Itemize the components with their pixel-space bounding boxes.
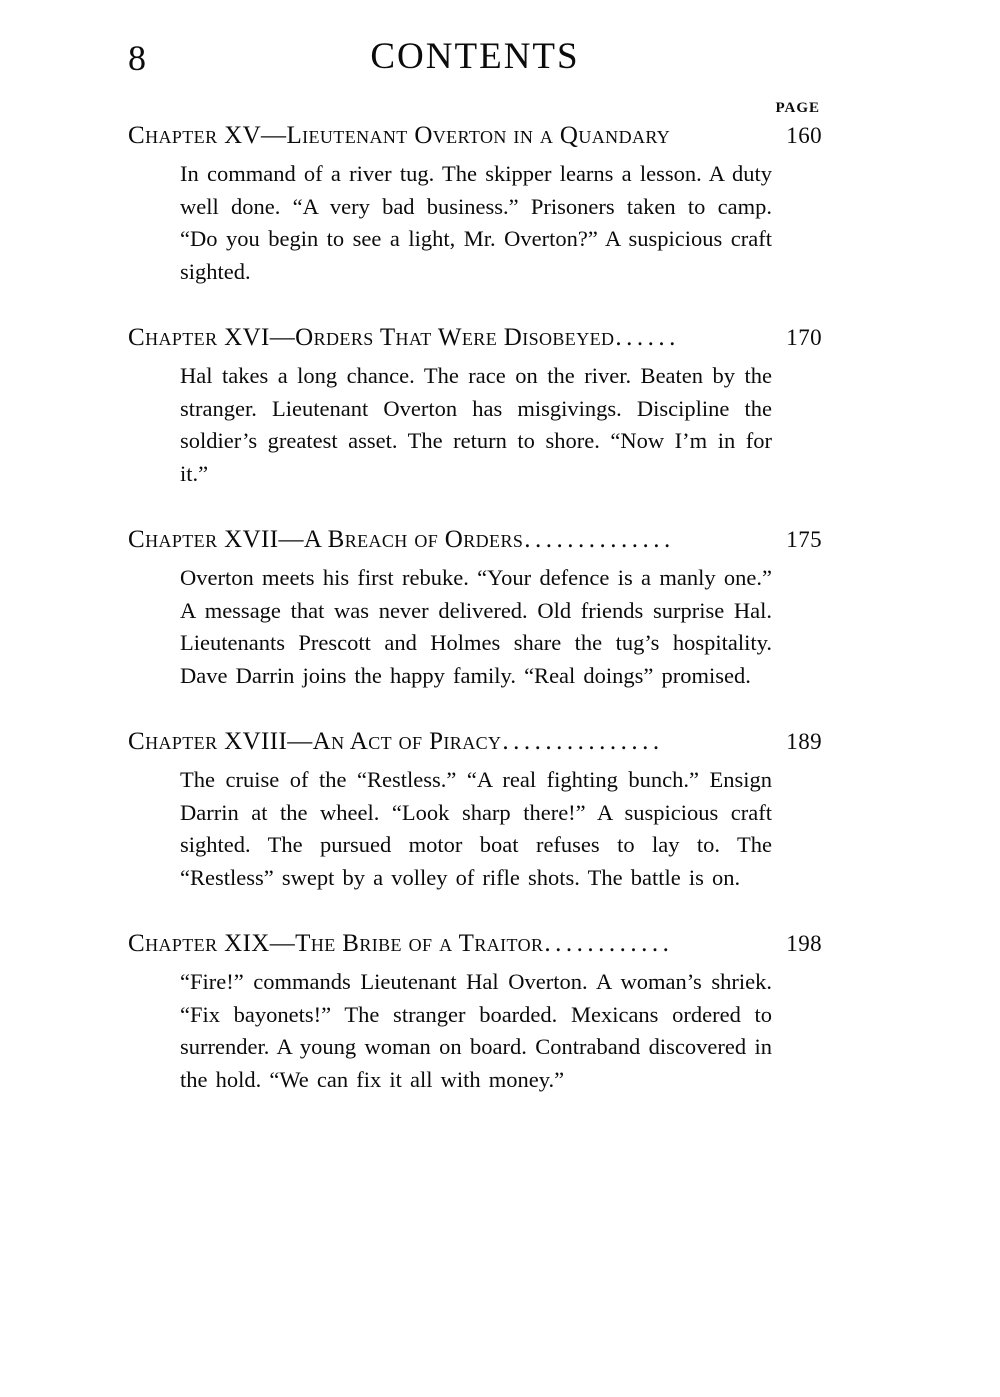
chapter-synopsis: “Fire!” commands Lieutenant Hal Overton. A woman’s shriek. “Fix bayonets!” The stranger boarded. Mexicans ordered to surrender. A young woman on board. Contraband discovered in the hold. “We can fix it all with money.” (180, 969, 772, 1092)
page-column-label: PAGE (775, 100, 820, 116)
folio-number: 8 (128, 38, 146, 78)
chapter-heading (128, 323, 822, 353)
leader-dots: ............... (502, 728, 664, 755)
page-title: CONTENTS (370, 36, 580, 77)
chapter-heading (128, 929, 822, 959)
toc-entry-chapter-16 (128, 323, 822, 490)
contents-page (128, 38, 822, 1096)
toc-entry-chapter-18 (128, 727, 822, 894)
toc-entry-chapter-19 (128, 929, 822, 1096)
page-header (128, 38, 822, 84)
chapter-heading (128, 727, 822, 757)
chapter-synopsis: Overton meets his first rebuke. “Your defence is a manly one.” A message that was never delivered. Old friends surprise Hal. Lieutenants Prescott and Holmes share the tug’s hospitality. Dave Darrin joins the happy family. “Real doings” promised. (180, 565, 772, 688)
chapter-title: Chapter XIX—The Bribe of a Traitor (128, 930, 544, 957)
leader-dots: ...... (615, 324, 680, 351)
chapter-page-number: 160 (786, 123, 822, 148)
toc-entry-chapter-15 (128, 121, 822, 288)
chapter-page-number: 175 (786, 527, 822, 552)
leader-dots: .............. (524, 526, 675, 553)
chapter-page-number: 198 (786, 931, 822, 956)
leader-dots: ............ (544, 930, 674, 957)
chapter-title: Chapter XVII—A Breach of Orders (128, 526, 524, 553)
chapter-synopsis: The cruise of the “Restless.” “A real fighting bunch.” Ensign Darrin at the wheel. “Look sharp there!” A suspicious craft sighted. The pursued motor boat refuses to lay to. The “Restless” swept by a volley of rifle shots. The battle is on. (180, 767, 772, 890)
chapter-title: Chapter XVIII—An Act of Piracy (128, 728, 502, 755)
chapter-heading (128, 121, 822, 151)
chapter-page-number: 189 (786, 729, 822, 754)
chapter-heading (128, 525, 822, 555)
chapter-page-number: 170 (786, 325, 822, 350)
chapter-title: Chapter XVI—Orders That Were Disobeyed (128, 324, 615, 351)
chapter-title: Chapter XV—Lieutenant Overton in a Quandary (128, 122, 671, 149)
toc-entry-chapter-17 (128, 525, 822, 692)
chapter-synopsis: Hal takes a long chance. The race on the river. Beaten by the stranger. Lieutenant Overton has misgivings. Discipline the soldier’s greatest asset. The return to shore. “Now I’m in for it.” (180, 363, 772, 486)
chapter-synopsis: In command of a river tug. The skipper learns a lesson. A duty well done. “A very bad business.” Prisoners taken to camp. “Do you begin to see a light, Mr. Overton?” A suspicious craft sighted. (180, 161, 772, 284)
